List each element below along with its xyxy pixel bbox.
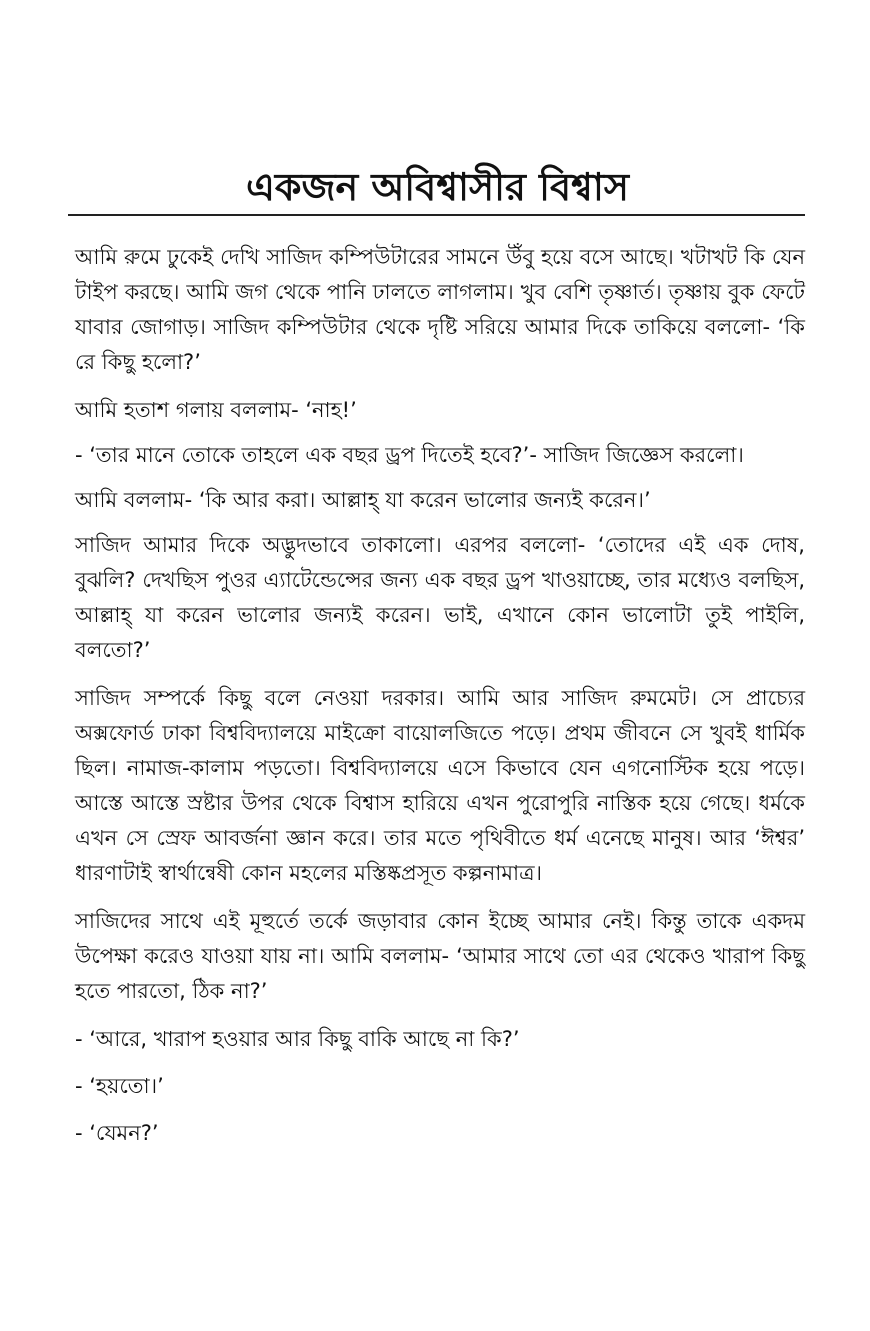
paragraph: আমি হতাশ গলায় বললাম- ‘নাহ!’	[75, 398, 357, 422]
title-underline	[68, 214, 805, 216]
dialogue-line: - ‘আরে, খারাপ হওয়ার আর কিছু বাকি আছে না কি?’	[75, 1027, 520, 1051]
dialogue-line: - ‘যেমন?’	[75, 1121, 159, 1145]
chapter-body	[75, 240, 805, 1163]
paragraph: সাজিদের সাথে এই মূহুর্তে তর্কে জড়াবার কোন ইচ্ছে আমার নেই। কিন্তু তাকে একদম উপেক্ষা করেও যাওয়া যায় না। আমি বললাম- ‘আমার সাথে তো এর থেকেও খারাপ কিছু হতে পারতো, ঠিক না?’	[75, 909, 805, 1003]
paragraph: সাজিদ সম্পর্কে কিছু বলে নেওয়া দরকার। আমি আর সাজিদ রুমমেট। সে প্রাচ্যের অক্সফোর্ড ঢাকা বিশ্ববিদ্যালয়ে মাইক্রো বায়োলজিতে পড়ে। প্রথম জীবনে সে খুবই ধার্মিক ছিল। নামাজ-কালাম পড়তো। বিশ্ববিদ্যালয়ে এসে কিভাবে যেন এগনোস্টিক হয়ে পড়ে। আস্তে আস্তে স্রষ্টার উপর থেকে বিশ্বাস হারিয়ে এখন পুরোপুরি নাস্তিক হয়ে গেছে। ধর্মকে এখন সে স্রেফ আবর্জনা জ্ঞান করে। তার মতে পৃথিবীতে ধর্ম এনেছে মানুষ। আর ‘ঈশ্বর’ ধারণাটাই স্বার্থান্বেষী কোন মহলের মস্তিষ্কপ্রসূত কল্পনামাত্র।	[75, 686, 805, 885]
paragraph: আমি বললাম- ‘কি আর করা। আল্লাহ্ যা করেন ভালোর জন্যই করেন।’	[75, 488, 651, 512]
paragraph: সাজিদ আমার দিকে অদ্ভুদভাবে তাকালো। এরপর বললো- ‘তোদের এই এক দোষ, বুঝলি? দেখছিস পুওর এ্যাটেন্ডেন্সের জন্য এক বছর ড্রপ খাওয়াচ্ছে, তার মধ্যেও বলছিস, আল্লাহ্ যা করেন ভালোর জন্যই করেন। ভাই, এখানে কোন ভালোটা তুই পাইলি, বলতো?’	[75, 533, 805, 662]
chapter-title: একজন অবিশ্বাসীর বিশ্বাস	[246, 165, 629, 209]
paragraph: - ‘তার মানে তোকে তাহলে এক বছর ড্রপ দিতেই হবে?’- সাজিদ জিজ্ঞেস করলো।	[75, 443, 744, 467]
dialogue-line: - ‘হয়তো।’	[75, 1074, 164, 1098]
paragraph: আমি রুমে ঢুকেই দেখি সাজিদ কম্পিউটারের সামনে উঁবু হয়ে বসে আছে। খটাখট কি যেন টাইপ করছে। আমি জগ থেকে পানি ঢালতে লাগলাম। খুব বেশি তৃষ্ণার্ত। তৃষ্ণায় বুক ফেটে যাবার জোগাড়। সাজিদ কম্পিউটার থেকে দৃষ্টি সরিয়ে আমার দিকে তাকিয়ে বললো- ‘কি রে কিছু হলো?’	[75, 245, 805, 374]
